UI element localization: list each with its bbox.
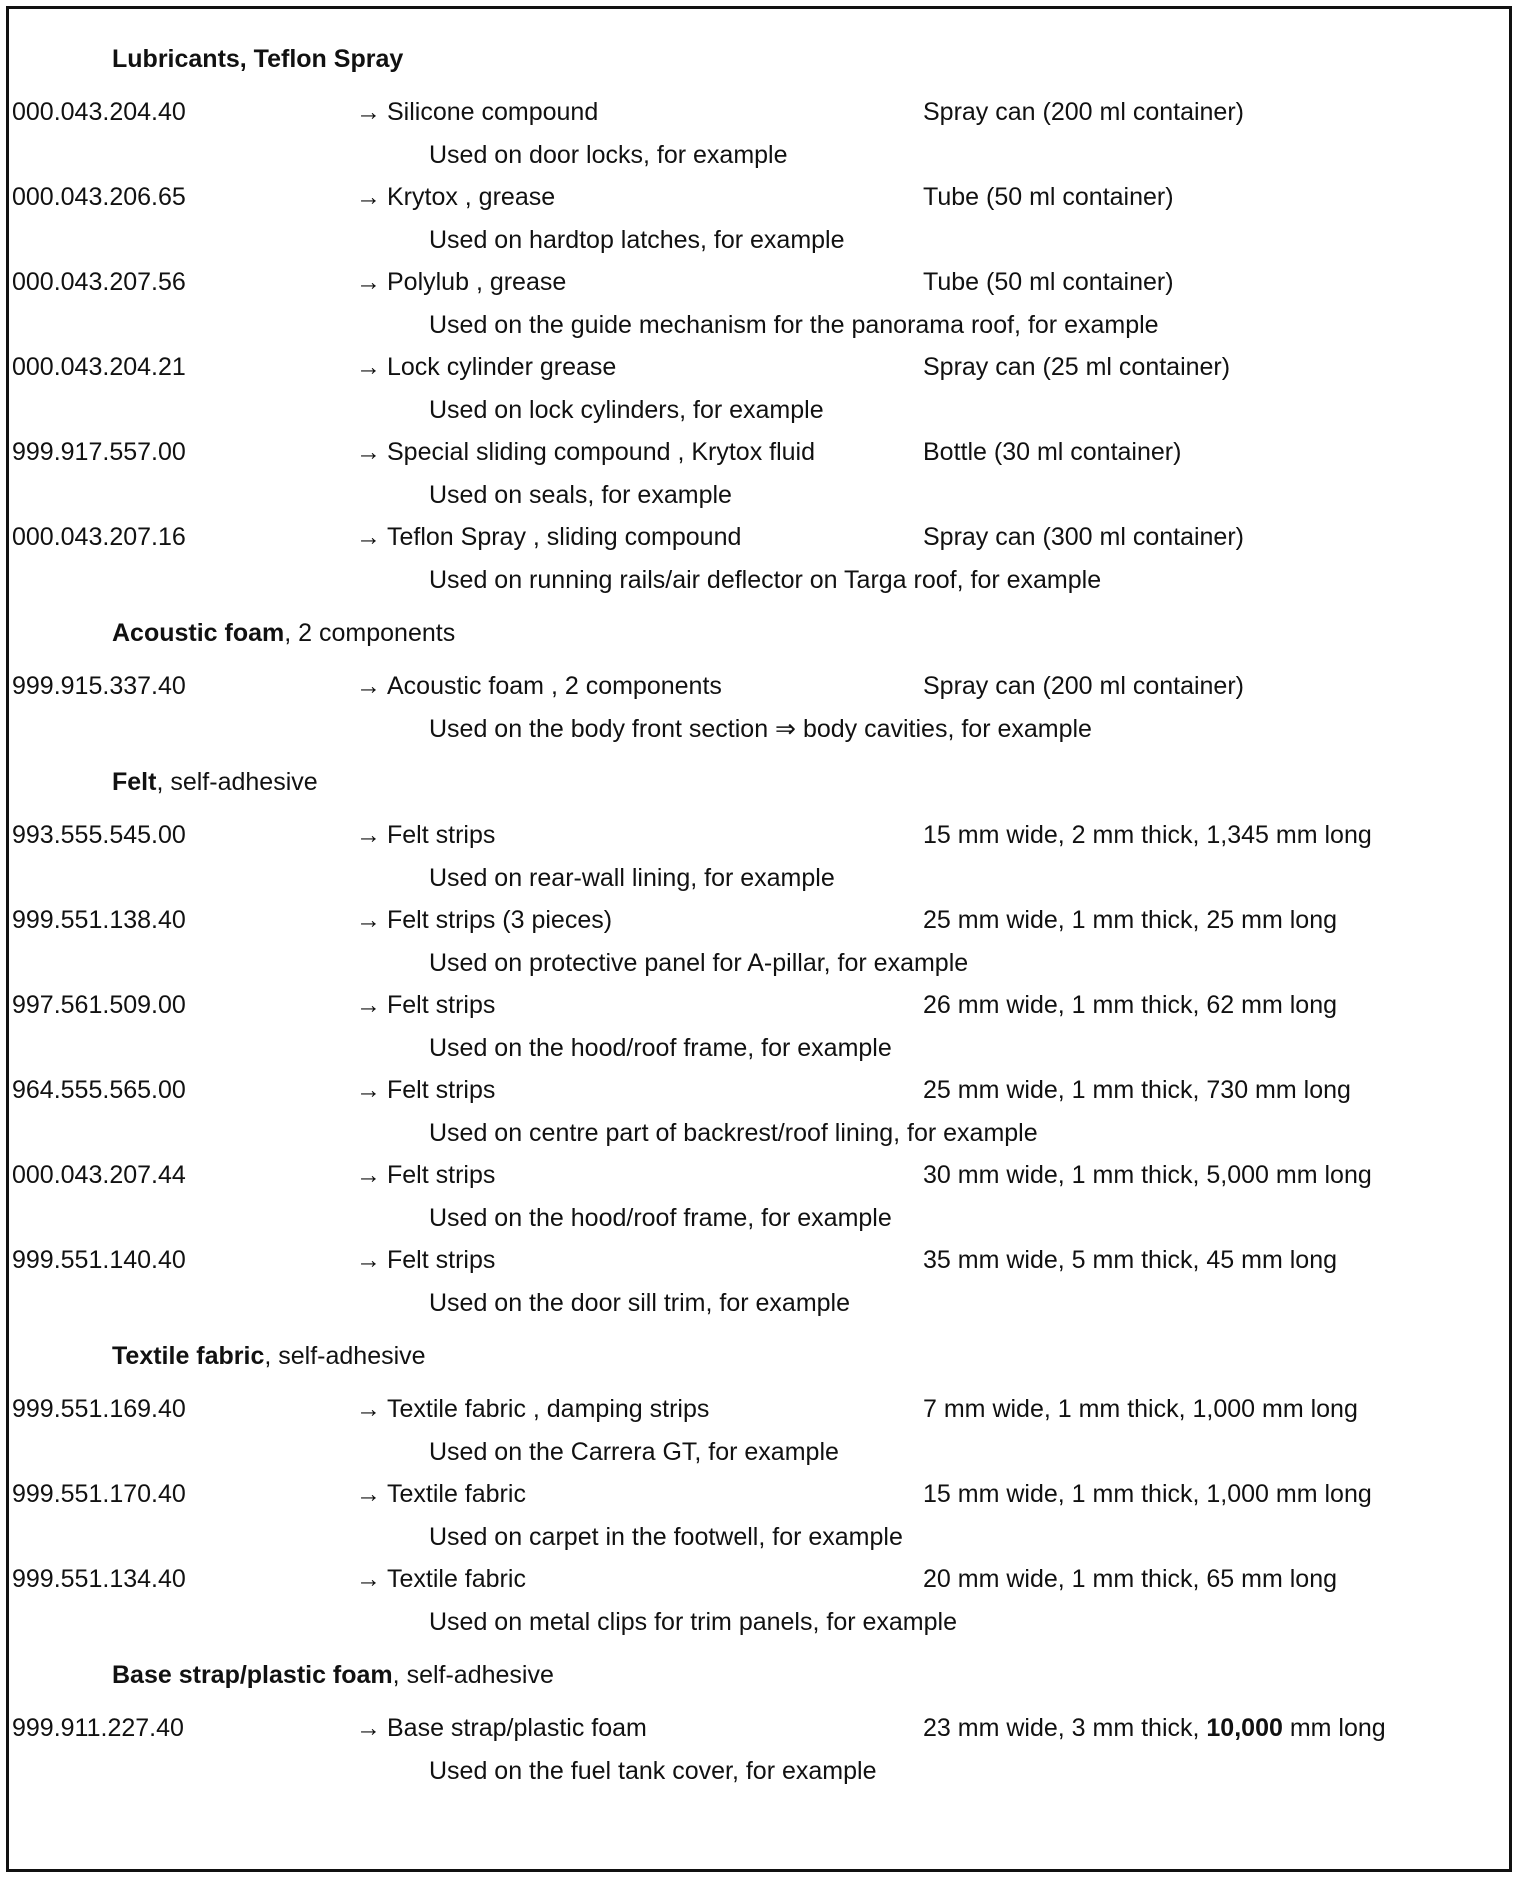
spec-text: 25 mm wide, 1 mm thick, 25 mm long [923,906,1338,934]
arrow-right-icon: → [356,1246,381,1274]
list-item [9,1388,1509,1473]
item-usage: Used on the door sill trim, for example [429,1288,851,1317]
arrow-right-icon: → [356,1395,381,1423]
description-text: Polylub , grease [387,268,567,296]
item-description [356,1707,647,1750]
item-spec [923,261,1174,304]
item-description [356,516,741,559]
list-item [9,814,1509,899]
section [9,750,1509,1324]
section-title-rest: , self-adhesive [156,768,318,796]
spec-text: Spray can (300 ml container) [923,523,1244,551]
item-row [9,1239,1509,1282]
part-number: 999.911.227.40 [12,1714,184,1742]
item-description [356,346,616,389]
part-number: 993.555.545.00 [12,821,186,849]
item-description [356,814,495,857]
item-description [356,176,555,219]
arrow-right-icon: → [356,821,381,849]
description-text: Felt strips (3 pieces) [387,906,613,934]
item-spec [923,91,1244,134]
section-title-rest: , self-adhesive [392,1661,554,1689]
list-item [9,176,1509,261]
item-usage: Used on seals, for example [429,480,732,509]
section-title [9,601,1509,665]
list-item [9,1069,1509,1154]
arrow-right-icon: → [356,906,381,934]
item-usage: Used on the fuel tank cover, for example [429,1756,877,1785]
description-text: Felt strips [387,821,496,849]
item-usage: Used on protective panel for A-pillar, for example [429,948,969,977]
description-text: Textile fabric , damping strips [387,1395,710,1423]
item-usage: Used on door locks, for example [429,140,788,169]
document-frame [6,6,1512,1872]
spec-text: 25 mm wide, 1 mm thick, 730 mm long [923,1076,1351,1104]
item-row [9,431,1509,474]
section-title-bold: Acoustic foam [112,619,285,647]
description-text: Krytox , grease [387,183,556,211]
section-title-bold: Lubricants, Teflon Spray [112,45,404,73]
part-number: 999.551.134.40 [12,1565,186,1593]
arrow-right-icon: → [356,672,381,700]
list-item [9,91,1509,176]
item-description [356,91,598,134]
spec-text: Tube (50 ml container) [923,268,1174,296]
item-row [9,1473,1509,1516]
item-description [356,899,612,942]
description-text: Acoustic foam , 2 components [387,672,722,700]
item-usage: Used on the guide mechanism for the panorama roof, for example [429,310,1159,339]
item-spec [923,1473,1372,1516]
part-number: 999.917.557.00 [12,438,186,466]
item-description [356,1239,495,1282]
arrow-right-icon: → [356,268,381,296]
materials-list [9,27,1509,1792]
spec-text: Spray can (200 ml container) [923,98,1244,126]
spec-text: 15 mm wide, 2 mm thick, 1,345 mm long [923,821,1372,849]
spec-text: 15 mm wide, 1 mm thick, 1,000 mm long [923,1480,1372,1508]
part-number: 000.043.206.65 [12,183,186,211]
spec-text: 7 mm wide, 1 mm thick, 1,000 mm long [923,1395,1358,1423]
description-text: Base strap/plastic foam [387,1714,647,1742]
spec-text: Tube (50 ml container) [923,183,1174,211]
part-number: 999.551.169.40 [12,1395,186,1423]
list-item [9,1558,1509,1643]
list-item [9,665,1509,750]
item-usage: Used on the Carrera GT, for example [429,1437,839,1466]
item-spec [923,431,1181,474]
list-item [9,1239,1509,1324]
description-text: Felt strips [387,1161,496,1189]
description-text: Silicone compound [387,98,599,126]
spec-text: 30 mm wide, 1 mm thick, 5,000 mm long [923,1161,1372,1189]
part-number: 999.915.337.40 [12,672,186,700]
arrow-right-icon: → [356,1714,381,1742]
item-row [9,1707,1509,1750]
section-title-bold: Felt [112,768,157,796]
item-description [356,1473,526,1516]
list-item [9,1473,1509,1558]
item-description [356,1154,495,1197]
part-number: 999.551.170.40 [12,1480,186,1508]
item-usage: Used on carpet in the footwell, for example [429,1522,903,1551]
part-number: 997.561.509.00 [12,991,186,1019]
part-number: 000.043.207.56 [12,268,186,296]
part-number: 964.555.565.00 [12,1076,186,1104]
arrow-right-icon: → [356,1565,381,1593]
item-description [356,1069,495,1112]
part-number: 999.551.138.40 [12,906,186,934]
item-row [9,984,1509,1027]
description-text: Lock cylinder grease [387,353,617,381]
item-usage: Used on metal clips for trim panels, for example [429,1607,957,1636]
item-spec [923,1069,1351,1112]
item-usage: Used on the hood/roof frame, for example [429,1033,892,1062]
item-spec [923,1558,1337,1601]
list-item [9,1707,1509,1792]
item-usage: Used on the hood/roof frame, for example [429,1203,892,1232]
item-row [9,1069,1509,1112]
spec-bold: 10,000 [1206,1714,1283,1742]
list-item [9,261,1509,346]
spec-text: 20 mm wide, 1 mm thick, 65 mm long [923,1565,1338,1593]
item-description [356,665,722,708]
item-spec [923,1707,1386,1750]
spec-text: 23 mm wide, 3 mm thick, [923,1714,1207,1742]
item-spec [923,346,1230,389]
item-spec [923,814,1372,857]
arrow-right-icon: → [356,438,381,466]
section-title [9,1643,1509,1707]
item-spec [923,1154,1372,1197]
item-spec [923,176,1174,219]
spec-tail: mm long [1282,1714,1386,1742]
spec-text: Spray can (25 ml container) [923,353,1231,381]
arrow-right-icon: → [356,353,381,381]
list-item [9,984,1509,1069]
list-item [9,899,1509,984]
section-title-rest: , 2 components [284,619,456,647]
part-number: 000.043.204.40 [12,98,186,126]
item-spec [923,516,1244,559]
description-text: Textile fabric [387,1565,526,1593]
part-number: 000.043.207.44 [12,1161,186,1189]
item-description [356,1388,709,1431]
item-description [356,1558,526,1601]
item-usage: Used on the body front section ⇒ body cavities, for example [429,714,1092,743]
part-number: 000.043.204.21 [12,353,186,381]
item-row [9,814,1509,857]
spec-text: 35 mm wide, 5 mm thick, 45 mm long [923,1246,1338,1274]
item-row [9,91,1509,134]
item-row [9,261,1509,304]
arrow-right-icon: → [356,1076,381,1104]
spec-text: Bottle (30 ml container) [923,438,1182,466]
arrow-right-icon: → [356,183,381,211]
item-description [356,431,815,474]
part-number: 000.043.207.16 [12,523,186,551]
item-usage: Used on rear-wall lining, for example [429,863,835,892]
item-usage: Used on hardtop latches, for example [429,225,845,254]
item-usage: Used on lock cylinders, for example [429,395,824,424]
item-spec [923,984,1337,1027]
section-title [9,750,1509,814]
item-row [9,346,1509,389]
item-spec [923,899,1337,942]
arrow-right-icon: → [356,98,381,126]
list-item [9,346,1509,431]
section-title [9,27,1509,91]
item-description [356,984,495,1027]
item-row [9,516,1509,559]
item-row [9,1558,1509,1601]
description-text: Felt strips [387,1246,496,1274]
item-row [9,1154,1509,1197]
arrow-right-icon: → [356,1161,381,1189]
item-row [9,665,1509,708]
arrow-right-icon: → [356,523,381,551]
description-text: Felt strips [387,991,496,1019]
description-text: Felt strips [387,1076,496,1104]
spec-text: 26 mm wide, 1 mm thick, 62 mm long [923,991,1338,1019]
section [9,601,1509,750]
item-description [356,261,566,304]
section [9,1324,1509,1643]
part-number: 999.551.140.40 [12,1246,186,1274]
item-row [9,176,1509,219]
section-title [9,1324,1509,1388]
description-text: Special sliding compound , Krytox fluid [387,438,816,466]
arrow-right-icon: → [356,1480,381,1508]
item-spec [923,1388,1358,1431]
item-usage: Used on running rails/air deflector on Targa roof, for example [429,565,1102,594]
description-text: Teflon Spray , sliding compound [387,523,742,551]
item-spec [923,665,1244,708]
item-usage: Used on centre part of backrest/roof lining, for example [429,1118,1038,1147]
section [9,1643,1509,1792]
spec-text: Spray can (200 ml container) [923,672,1244,700]
section-title-bold: Textile fabric [112,1342,265,1370]
section-title-bold: Base strap/plastic foam [112,1661,393,1689]
list-item [9,1154,1509,1239]
item-spec [923,1239,1337,1282]
section [9,27,1509,601]
section-title-rest: , self-adhesive [264,1342,426,1370]
list-item [9,431,1509,516]
item-row [9,1388,1509,1431]
arrow-right-icon: → [356,991,381,1019]
description-text: Textile fabric [387,1480,526,1508]
item-row [9,899,1509,942]
list-item [9,516,1509,601]
